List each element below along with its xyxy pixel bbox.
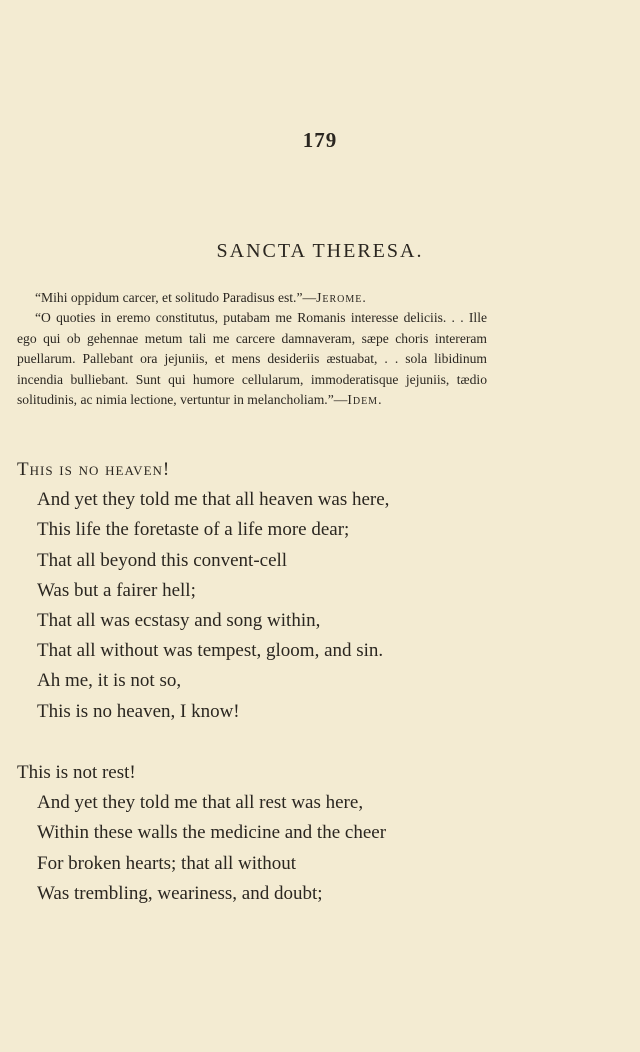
stanza-line: This is not rest!: [17, 762, 136, 783]
stanza-line: That all beyond this convent-cell: [37, 549, 288, 571]
stanza-line: This is no heaven, I know!: [37, 700, 240, 722]
stanza-1: [17, 455, 477, 727]
page-number: 179: [302, 128, 338, 152]
stanza-line: And yet they told me that all rest was here,: [37, 792, 364, 814]
stanza-line: Within these walls the medicine and the cheer: [37, 822, 387, 844]
epigraph-quote-2: [17, 308, 487, 410]
stanza-line: Was trembling, weariness, and doubt;: [37, 882, 323, 904]
epigraph: [17, 288, 487, 410]
epigraph-quote-1: [17, 288, 487, 308]
stanza-line: And yet they told me that all heaven was here,: [37, 489, 390, 511]
epigraph-quote-2-attribution: Idem.: [347, 392, 383, 408]
stanza-line: This is no heaven!: [17, 459, 171, 480]
stanza-line: That all without was tempest, gloom, and sin.: [37, 640, 384, 662]
stanza-2: [17, 758, 477, 909]
stanza-line: For broken hearts; that all without: [37, 852, 297, 874]
epigraph-quote-2-text: “O quoties in eremo constitutus, putabam me Romanis interesse deliciis. . . Ille ego qui ob gehennae metum tali me carcere damnaveram, sæpe choris intereram puellarum. Pallebant ora jejuniis, et mens desideriis æstuabat, . . sola libidinum incendia bulliebant. Sunt qui humore cellularum, immoderatisque jejuniis, tædio solitudinis, ac nimia lectione, vertuntur in melancholiam.”—: [17, 310, 487, 408]
stanza-line: That all was ecstasy and song within,: [37, 609, 321, 631]
stanza-line: Was but a fairer hell;: [37, 579, 196, 601]
stanza-line: Ah me, it is not so,: [37, 670, 182, 692]
epigraph-quote-1-text: “Mihi oppidum carcer, et solitudo Paradisus est.”—: [35, 290, 317, 305]
stanza-line: This life the foretaste of a life more dear;: [37, 519, 350, 541]
poem-title: SANCTA THERESA.: [216, 240, 424, 262]
epigraph-quote-1-attribution: Jerome.: [316, 290, 367, 305]
